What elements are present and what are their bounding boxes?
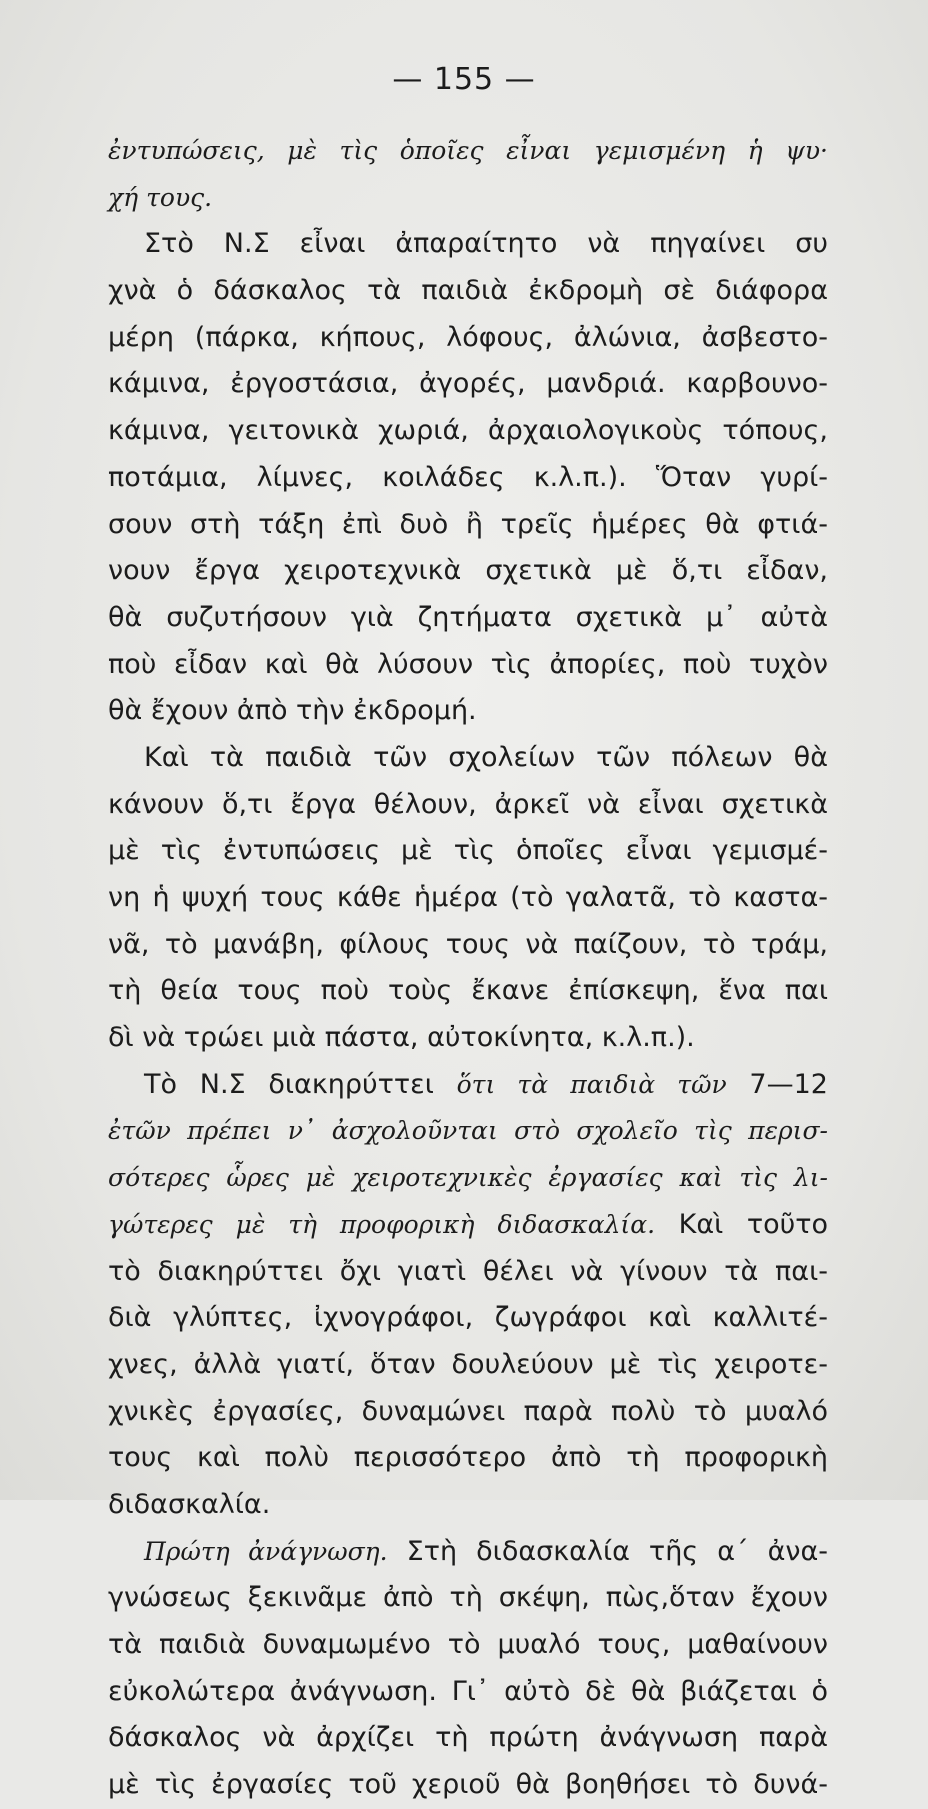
text-line bbox=[108, 1249, 828, 1296]
text-segment: μέρη (πάρκα, κήπους, λόφους, ἀλώνια, ἀσβεστο- bbox=[108, 321, 828, 353]
text-line bbox=[108, 315, 828, 362]
text-line bbox=[108, 1202, 828, 1249]
text-segment: εὐκολώτερα ἀνάγνωση. Γι᾽ αὐτὸ δὲ θὰ βιάζεται ὁ bbox=[108, 1675, 828, 1707]
text-segment: χνὰ ὁ δάσκαλος τὰ παιδιὰ ἐκδρομὴ σὲ διάφορα bbox=[108, 275, 828, 307]
text-segment: νᾶ, τὸ μανάβη, φίλους τους νὰ παίζουν, τὸ τράμ, bbox=[108, 928, 828, 960]
italic-text: σότερες ὧρες μὲ χειροτεχνικὲς ἐργασίες καὶ τὶς λι- bbox=[108, 1163, 828, 1193]
text-line bbox=[108, 1295, 828, 1342]
italic-text: Πρώτη ἀνάγνωση. bbox=[144, 1536, 388, 1566]
text-line bbox=[108, 1435, 828, 1482]
text-line bbox=[108, 502, 828, 549]
italic-text: γώτερες μὲ τὴ προφορικὴ διδασκαλία. bbox=[108, 1209, 656, 1239]
text-segment: ποτάμια, λίμνες, κοιλάδες κ.λ.π.). Ὅταν γυρί- bbox=[108, 461, 828, 493]
text-line bbox=[108, 1575, 828, 1622]
text-segment: τὸ διακηρύττει ὄχι γιατὶ θέλει νὰ γίνουν τὰ παι- bbox=[108, 1255, 828, 1287]
text-segment: δὶ νὰ τρώει μιὰ πάστα, αὐτοκίνητα, κ.λ.π.). bbox=[108, 1022, 695, 1054]
text-line bbox=[108, 735, 828, 782]
text-line bbox=[108, 361, 828, 408]
text-line bbox=[108, 175, 828, 222]
text-segment: χνες, ἀλλὰ γιατί, ὅταν δουλεύουν μὲ τὶς χειροτε- bbox=[108, 1348, 828, 1380]
text-line bbox=[108, 548, 828, 595]
text-line bbox=[108, 1482, 828, 1529]
text-segment: διδασκαλία. bbox=[108, 1488, 271, 1520]
text-segment: θὰ ἔχουν ἀπὸ τὴν ἐκδρομή. bbox=[108, 695, 477, 727]
body-text bbox=[108, 128, 828, 1809]
text-segment: Στὸ Ν.Σ εἶναι ἀπαραίτητο νὰ πηγαίνει συ bbox=[144, 228, 828, 260]
text-line bbox=[108, 408, 828, 455]
text-line bbox=[108, 1622, 828, 1669]
text-line bbox=[108, 1155, 828, 1202]
text-line bbox=[108, 128, 828, 175]
text-line bbox=[108, 968, 828, 1015]
text-line bbox=[108, 455, 828, 502]
italic-text: ὅτι τὰ παιδιὰ τῶν bbox=[456, 1069, 727, 1099]
page-number: — 155 — bbox=[392, 62, 536, 97]
text-line bbox=[108, 1015, 828, 1062]
text-line bbox=[108, 1062, 828, 1109]
text-segment: μὲ τὶς ἐντυπώσεις μὲ τὶς ὁποῖες εἶναι γεμισμέ- bbox=[108, 835, 828, 867]
text-segment: διὰ γλύπτες, ἰχνογράφοι, ζωγράφοι καὶ καλλιτέ- bbox=[108, 1302, 828, 1334]
text-line bbox=[108, 642, 828, 689]
text-line bbox=[108, 1715, 828, 1762]
text-segment: τους καὶ πολὺ περισσότερο ἀπὸ τὴ προφορικὴ bbox=[108, 1442, 828, 1474]
text-segment: γνώσεως ξεκινᾶμε ἀπὸ τὴ σκέψη, πὼς,ὅταν ἔχουν bbox=[108, 1582, 828, 1614]
text-line bbox=[108, 221, 828, 268]
text-segment: σουν στὴ τάξη ἐπὶ δυὸ ἢ τρεῖς ἡμέρες θὰ φτιά- bbox=[108, 508, 828, 540]
text-segment: Καὶ τοῦτο bbox=[655, 1208, 828, 1240]
text-segment: Καὶ τὰ παιδιὰ τῶν σχολείων τῶν πόλεων θὰ bbox=[144, 741, 828, 773]
text-segment: μὲ τὶς ἐργασίες τοῦ χεριοῦ θὰ βοηθήσει τὸ δυνά- bbox=[108, 1769, 828, 1801]
text-line bbox=[108, 688, 828, 735]
text-segment: ποὺ εἶδαν καὶ θὰ λύσουν τὶς ἀπορίες, ποὺ τυχὸν bbox=[108, 648, 828, 680]
text-line bbox=[108, 1669, 828, 1716]
text-line bbox=[108, 1108, 828, 1155]
text-line bbox=[108, 1389, 828, 1436]
italic-text: ἐτῶν πρέπει ν᾽ ἀσχολοῦνται στὸ σχολεῖο τὶς περισ- bbox=[108, 1116, 828, 1146]
text-segment: κάμινα, ἐργοστάσια, ἀγορές, μανδριά. καρβουνο- bbox=[108, 368, 828, 400]
text-segment: τὴ θεία τους ποὺ τοὺς ἔκανε ἐπίσκεψη, ἕνα παι bbox=[108, 975, 828, 1007]
text-segment: τὰ παιδιὰ δυναμωμένο τὸ μυαλό τους, μαθαίνουν bbox=[108, 1629, 828, 1660]
text-segment: χνικὲς ἐργασίες, δυναμώνει παρὰ πολὺ τὸ μυαλό bbox=[108, 1395, 828, 1427]
text-line bbox=[108, 268, 828, 315]
text-line bbox=[108, 828, 828, 875]
text-segment: νη ἡ ψυχή τους κάθε ἡμέρα (τὸ γαλατᾶ, τὸ καστα- bbox=[108, 882, 828, 913]
text-segment: θὰ συζυτήσουν γιὰ ζητήματα σχετικὰ μ᾽ αὐτὰ bbox=[108, 601, 828, 633]
text-line bbox=[108, 875, 828, 922]
italic-text: ἐντυπώσεις, μὲ τὶς ὁποῖες εἶναι γεμισμένη ἡ ψυ· bbox=[108, 136, 828, 165]
text-segment: 7—12 bbox=[726, 1068, 828, 1100]
text-line bbox=[108, 1762, 828, 1809]
text-segment: Τὸ Ν.Σ διακηρύττει bbox=[144, 1068, 457, 1100]
text-segment: δάσκαλος νὰ ἀρχίζει τὴ πρώτη ἀνάγνωση παρὰ bbox=[108, 1722, 828, 1754]
text-segment: νουν ἔργα χειροτεχνικὰ σχετικὰ μὲ ὅ,τι εἶδαν, bbox=[108, 555, 828, 587]
text-segment: κάνουν ὅ,τι ἔργα θέλουν, ἀρκεῖ νὰ εἶναι σχετικὰ bbox=[108, 788, 828, 820]
text-segment: Στὴ διδασκαλία τῆς α΄ ἀνα- bbox=[387, 1535, 828, 1567]
text-line bbox=[108, 922, 828, 969]
text-line bbox=[108, 1342, 828, 1389]
text-line bbox=[108, 1529, 828, 1576]
italic-text: χή τους. bbox=[108, 182, 213, 212]
text-line bbox=[108, 782, 828, 829]
text-segment: κάμινα, γειτονικὰ χωριά, ἀρχαιολογικοὺς τόπους, bbox=[108, 415, 828, 447]
text-line bbox=[108, 595, 828, 642]
